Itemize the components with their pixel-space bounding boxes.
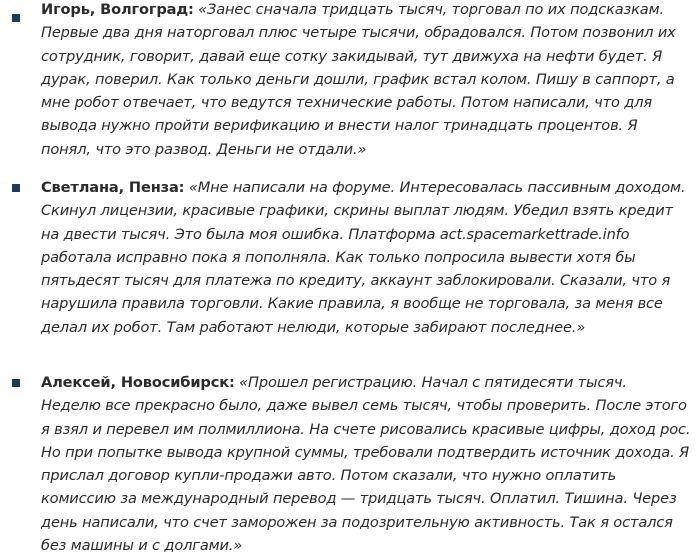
testimonial-quote: «Занес сначала тридцать тысяч, торговал по их подсказкам. Первые два дня наторговал плюс четыре тысячи, обрадовался. Потом позвонил их сотрудник, говорит, давай еще сотку закидывай, тут движуха на нефти будет. Я дурак, поверил. Как только деньги дошли, график встал колом. Пишу в саппорт, а мне робот отвечает, что ведутся технические работы. Потом написали, что для вывода нужно пройти верификацию и внести налог тринадцать процентов. Я понял, что это развод. Деньги не отдали.» <box>41 1 676 158</box>
testimonial-text <box>41 0 691 161</box>
square-bullet-icon <box>12 184 20 192</box>
author-name: Алексей, Новосибирск: <box>41 374 235 391</box>
author-name: Светлана, Пенза: <box>41 179 185 196</box>
testimonial-quote: «Мне написали на форуме. Интересовалась пассивным доходом. Скинул лицензии, красивые графики, скрины выплат людям. Убедил взять кредит на двести тысяч. Это была моя ошибка. Платформа act.spacemarkettrade.info работала исправно пока я пополняла. Как только попросила вывести хотя бы пятьдесят тысяч для платежа по кредиту, аккаунт заблокировали. Сказали, что я нарушила правила торговли. Какие правила, я вообще не торговала, за меня все делал их робот. Там работают нелюди, которые забирают последнее.» <box>41 179 686 336</box>
testimonial-quote: «Прошел регистрацию. Начал с пятидесяти тысяч. Неделю все прекрасно было, даже вывел семь тысяч, чтобы проверить. После этого я взял и перевел им полмиллиона. На счете рисовались красивые цифры, доход рос. Но при попытке вывода крупной суммы, требовали подтвердить источник дохода. Я прислал договор купли-продажи авто. Потом сказали, что нужно оплатить комиссию за международный перевод — тридцать тысяч. Оплатил. Тишина. Через день написали, что счет заморожен за подозрительную активность. Так я остался без машины и с долгами.» <box>41 374 691 555</box>
square-bullet-icon <box>12 14 20 22</box>
author-name: Игорь, Волгоград: <box>41 1 194 18</box>
testimonial-text <box>41 176 691 339</box>
testimonial-text <box>41 371 691 557</box>
square-bullet-icon <box>12 379 20 387</box>
